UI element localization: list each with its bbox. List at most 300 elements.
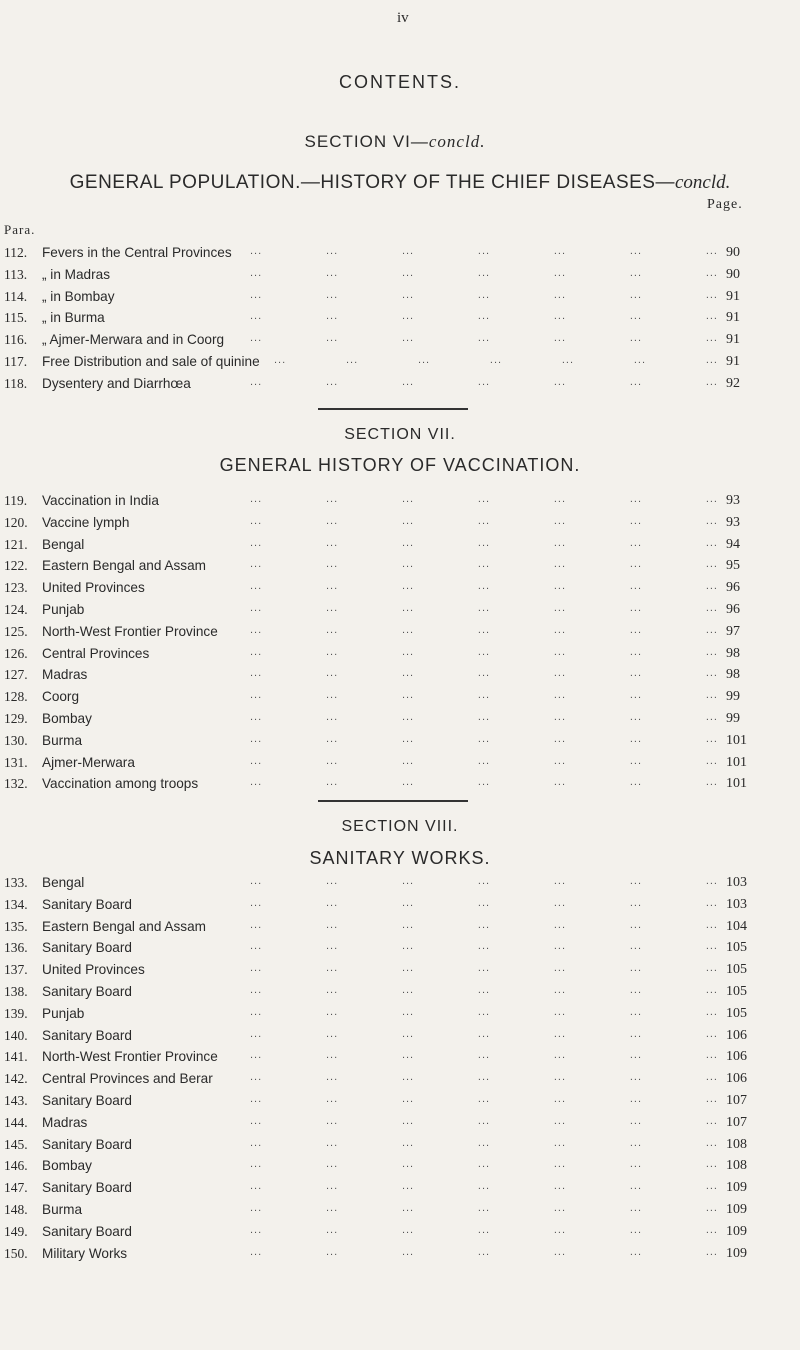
leader-dots: ... bbox=[325, 962, 339, 975]
leader-dots: ... bbox=[250, 645, 263, 658]
leader-dots: ... bbox=[477, 332, 491, 345]
leader-dots: ... bbox=[705, 776, 718, 789]
leader-dots: ... bbox=[553, 332, 567, 345]
entry-title: Eastern Bengal and Assam bbox=[42, 558, 206, 574]
leader-dots: ... bbox=[477, 601, 491, 614]
general-population-concld: concld. bbox=[674, 172, 731, 193]
page-ref: 103 bbox=[726, 875, 747, 890]
leader-dots: ... bbox=[250, 667, 263, 680]
leader-dots: ... bbox=[705, 1180, 718, 1193]
leader-dots: ... bbox=[629, 962, 643, 975]
leader-dots: ... bbox=[705, 1049, 718, 1062]
leader-dots: ... bbox=[325, 710, 339, 723]
dot-leader bbox=[250, 376, 718, 388]
leader-dots: ... bbox=[477, 1201, 491, 1214]
leader-dots: ... bbox=[401, 710, 415, 723]
para-number: 140. bbox=[4, 1027, 28, 1043]
leader-dots: ... bbox=[325, 1158, 339, 1171]
leader-dots: ... bbox=[553, 732, 567, 745]
leader-dots: ... bbox=[705, 1027, 718, 1040]
leader-dots: ... bbox=[401, 645, 415, 658]
leader-dots: ... bbox=[629, 493, 643, 505]
toc-entry bbox=[0, 310, 800, 332]
para-number: 120. bbox=[4, 514, 28, 530]
entry-title: Bombay bbox=[42, 1158, 92, 1174]
leader-dots: ... bbox=[553, 875, 567, 887]
page-ref: 105 bbox=[726, 940, 747, 956]
leader-dots: ... bbox=[401, 1027, 415, 1040]
leader-dots: ... bbox=[401, 1136, 415, 1149]
para-number: 137. bbox=[4, 962, 28, 978]
leader-dots: ... bbox=[325, 375, 339, 388]
leader-dots: ... bbox=[250, 493, 263, 505]
leader-dots: ... bbox=[553, 667, 567, 680]
leader-dots: ... bbox=[250, 266, 263, 279]
leader-dots: ... bbox=[629, 580, 643, 593]
leader-dots: ... bbox=[325, 940, 339, 953]
page-ref: 91 bbox=[726, 288, 740, 304]
leader-dots: ... bbox=[477, 1027, 491, 1040]
toc-entry bbox=[0, 493, 800, 515]
entry-title: Punjab bbox=[42, 1005, 85, 1021]
section-viii-title: SANITARY WORKS. bbox=[309, 848, 491, 868]
toc-entry bbox=[0, 1028, 800, 1050]
para-number: 135. bbox=[4, 918, 28, 934]
leader-dots: ... bbox=[401, 493, 415, 505]
leader-dots: ... bbox=[477, 1092, 491, 1105]
leader-dots: ... bbox=[325, 645, 339, 658]
leader-dots: ... bbox=[705, 1136, 718, 1149]
toc-entry bbox=[0, 1224, 800, 1246]
entry-title: United Provinces bbox=[42, 580, 145, 596]
leader-dots: ... bbox=[553, 710, 567, 723]
page-ref: 109 bbox=[726, 1245, 747, 1261]
toc-entry bbox=[0, 332, 800, 354]
leader-dots: ... bbox=[553, 514, 567, 527]
leader-dots: ... bbox=[553, 1201, 567, 1214]
toc-entry bbox=[0, 897, 800, 919]
dot-leader bbox=[250, 1246, 718, 1258]
leader-dots: ... bbox=[629, 266, 643, 279]
leader-dots: ... bbox=[325, 1027, 339, 1040]
leader-dots: ... bbox=[325, 1201, 339, 1214]
page-column-header: Page. bbox=[707, 197, 743, 212]
leader-dots: ... bbox=[325, 493, 339, 505]
leader-dots: ... bbox=[629, 875, 643, 887]
leader-dots: ... bbox=[250, 245, 263, 257]
page-ref: 95 bbox=[726, 558, 740, 574]
dot-leader bbox=[250, 776, 718, 788]
leader-dots: ... bbox=[553, 754, 567, 767]
leader-dots: ... bbox=[325, 623, 339, 636]
entry-title: Bengal bbox=[42, 875, 85, 890]
dot-leader bbox=[250, 1180, 718, 1192]
toc-entry bbox=[0, 580, 800, 602]
leader-dots: ... bbox=[705, 580, 718, 593]
leader-dots: ... bbox=[250, 1223, 263, 1236]
leader-dots: ... bbox=[629, 623, 643, 636]
leader-dots: ... bbox=[401, 375, 415, 388]
leader-dots: ... bbox=[705, 310, 718, 323]
leader-dots: ... bbox=[705, 1071, 718, 1084]
leader-dots: ... bbox=[250, 983, 263, 996]
leader-dots: ... bbox=[477, 1223, 491, 1236]
dot-leader bbox=[250, 1006, 718, 1018]
page-ref: 93 bbox=[726, 514, 740, 530]
leader-dots: ... bbox=[553, 983, 567, 996]
page-ref: 106 bbox=[726, 1071, 747, 1087]
leader-dots: ... bbox=[629, 1071, 643, 1084]
leader-dots: ... bbox=[325, 1114, 339, 1127]
leader-dots: ... bbox=[250, 962, 263, 975]
leader-dots: ... bbox=[250, 580, 263, 593]
para-number: 119. bbox=[4, 493, 28, 508]
dot-leader bbox=[250, 1028, 718, 1040]
section-vi-heading bbox=[0, 132, 790, 152]
entry-title: Free Distribution and sale of quinine bbox=[42, 353, 260, 369]
leader-dots: ... bbox=[325, 514, 339, 527]
para-number: 144. bbox=[4, 1114, 28, 1130]
entry-title: Vaccination in India bbox=[42, 493, 159, 508]
leader-dots: ... bbox=[250, 1201, 263, 1214]
leader-dots: ... bbox=[705, 1158, 718, 1171]
toc-entry bbox=[0, 755, 800, 777]
leader-dots: ... bbox=[561, 353, 575, 366]
page-ref: 109 bbox=[726, 1223, 747, 1239]
leader-dots: ... bbox=[477, 580, 491, 593]
page-ref: 98 bbox=[726, 667, 740, 683]
toc-entry bbox=[0, 624, 800, 646]
para-number: 117. bbox=[4, 353, 28, 369]
toc-entry bbox=[0, 1158, 800, 1180]
leader-dots: ... bbox=[705, 689, 718, 702]
leader-dots: ... bbox=[250, 918, 263, 931]
leader-dots: ... bbox=[629, 514, 643, 527]
leader-dots: ... bbox=[553, 896, 567, 909]
leader-dots: ... bbox=[401, 623, 415, 636]
entry-title: Madras bbox=[42, 1114, 88, 1130]
entry-title: Central Provinces bbox=[42, 645, 150, 661]
leader-dots: ... bbox=[553, 266, 567, 279]
leader-dots: ... bbox=[325, 580, 339, 593]
entry-title: „ Ajmer-Merwara and in Coorg bbox=[42, 332, 225, 348]
leader-dots: ... bbox=[705, 353, 718, 366]
toc-entry bbox=[0, 1093, 800, 1115]
leader-dots: ... bbox=[629, 732, 643, 745]
leader-dots: ... bbox=[477, 918, 491, 931]
leader-dots: ... bbox=[477, 558, 491, 571]
leader-dots: ... bbox=[325, 689, 339, 702]
leader-dots: ... bbox=[401, 940, 415, 953]
leader-dots: ... bbox=[250, 375, 263, 388]
leader-dots: ... bbox=[633, 353, 647, 366]
leader-dots: ... bbox=[489, 353, 503, 366]
entry-title: Madras bbox=[42, 667, 88, 683]
leader-dots: ... bbox=[553, 645, 567, 658]
dot-leader bbox=[250, 289, 718, 301]
entry-title: Burma bbox=[42, 1201, 83, 1217]
toc-entry bbox=[0, 537, 800, 559]
leader-dots: ... bbox=[477, 245, 491, 257]
page-ref: 92 bbox=[726, 375, 740, 391]
entry-title: Sanitary Board bbox=[42, 940, 132, 956]
toc-entry bbox=[0, 875, 800, 897]
leader-dots: ... bbox=[401, 983, 415, 996]
para-number: 123. bbox=[4, 580, 28, 596]
leader-dots: ... bbox=[629, 1027, 643, 1040]
leader-dots: ... bbox=[553, 1114, 567, 1127]
dot-leader bbox=[250, 1202, 718, 1214]
leader-dots: ... bbox=[629, 310, 643, 323]
leader-dots: ... bbox=[553, 1158, 567, 1171]
page-ref: 107 bbox=[726, 1092, 747, 1108]
leader-dots: ... bbox=[250, 1114, 263, 1127]
page-ref: 101 bbox=[726, 754, 747, 770]
entry-title: North-West Frontier Province bbox=[42, 623, 218, 639]
toc-entry bbox=[0, 289, 800, 311]
page-ref: 108 bbox=[726, 1158, 747, 1174]
leader-dots: ... bbox=[629, 601, 643, 614]
para-number: 149. bbox=[4, 1223, 28, 1239]
leader-dots: ... bbox=[401, 776, 415, 789]
dot-leader bbox=[250, 624, 718, 636]
leader-dots: ... bbox=[553, 245, 567, 257]
leader-dots: ... bbox=[477, 962, 491, 975]
para-number: 124. bbox=[4, 601, 28, 617]
dot-leader bbox=[250, 515, 718, 527]
leader-dots: ... bbox=[250, 710, 263, 723]
page-ref: 90 bbox=[726, 266, 740, 282]
leader-dots: ... bbox=[629, 1245, 643, 1258]
leader-dots: ... bbox=[250, 1049, 263, 1062]
leader-dots: ... bbox=[401, 580, 415, 593]
page-ref: 96 bbox=[726, 601, 740, 617]
leader-dots: ... bbox=[250, 754, 263, 767]
leader-dots: ... bbox=[629, 1223, 643, 1236]
dot-leader bbox=[250, 332, 718, 344]
leader-dots: ... bbox=[477, 940, 491, 953]
dot-leader bbox=[250, 1115, 718, 1127]
leader-dots: ... bbox=[477, 776, 491, 789]
page-ref: 101 bbox=[726, 776, 747, 792]
para-number: 128. bbox=[4, 689, 28, 705]
section-vi-concld: concld. bbox=[428, 132, 486, 151]
para-number: 142. bbox=[4, 1071, 28, 1087]
leader-dots: ... bbox=[250, 1136, 263, 1149]
leader-dots: ... bbox=[274, 353, 287, 366]
leader-dots: ... bbox=[629, 667, 643, 680]
leader-dots: ... bbox=[250, 896, 263, 909]
dot-leader bbox=[250, 245, 718, 257]
leader-dots: ... bbox=[250, 310, 263, 323]
dot-leader bbox=[250, 984, 718, 996]
toc-entry bbox=[0, 919, 800, 941]
leader-dots: ... bbox=[629, 983, 643, 996]
entry-title: Bombay bbox=[42, 710, 92, 726]
toc-entry bbox=[0, 245, 800, 267]
leader-dots: ... bbox=[705, 601, 718, 614]
leader-dots: ... bbox=[705, 1114, 718, 1127]
entry-title: Sanitary Board bbox=[42, 1136, 132, 1152]
page-ref: 98 bbox=[726, 645, 740, 661]
dot-leader bbox=[250, 897, 718, 909]
para-number: 116. bbox=[4, 332, 28, 348]
toc-entry bbox=[0, 1006, 800, 1028]
leader-dots: ... bbox=[629, 558, 643, 571]
leader-dots: ... bbox=[325, 310, 339, 323]
para-number: 133. bbox=[4, 875, 28, 890]
entry-title: Ajmer-Merwara bbox=[42, 754, 135, 770]
leader-dots: ... bbox=[401, 689, 415, 702]
leader-dots: ... bbox=[477, 689, 491, 702]
dot-leader bbox=[250, 646, 718, 658]
leader-dots: ... bbox=[325, 332, 339, 345]
entry-title: Bengal bbox=[42, 536, 85, 552]
leader-dots: ... bbox=[477, 875, 491, 887]
dot-leader bbox=[250, 755, 718, 767]
toc-group-vaccination bbox=[0, 493, 800, 798]
para-number: 121. bbox=[4, 536, 28, 552]
leader-dots: ... bbox=[705, 1201, 718, 1214]
leader-dots: ... bbox=[325, 536, 339, 549]
entry-title: Fevers in the Central Provinces bbox=[42, 245, 232, 260]
dot-leader bbox=[250, 310, 718, 322]
para-number: 145. bbox=[4, 1136, 28, 1152]
leader-dots: ... bbox=[629, 332, 643, 345]
leader-dots: ... bbox=[250, 1071, 263, 1084]
leader-dots: ... bbox=[325, 245, 339, 257]
para-number: 127. bbox=[4, 667, 28, 683]
entry-title: Military Works bbox=[42, 1245, 128, 1261]
entry-title: Sanitary Board bbox=[42, 1027, 132, 1043]
entry-title: United Provinces bbox=[42, 962, 145, 978]
leader-dots: ... bbox=[705, 266, 718, 279]
leader-dots: ... bbox=[705, 754, 718, 767]
page-ref: 105 bbox=[726, 962, 747, 978]
toc-entry bbox=[0, 1137, 800, 1159]
leader-dots: ... bbox=[477, 1245, 491, 1258]
page-ref: 99 bbox=[726, 710, 740, 726]
leader-dots: ... bbox=[629, 1158, 643, 1171]
page-ref: 106 bbox=[726, 1027, 747, 1043]
page-ref: 99 bbox=[726, 689, 740, 705]
leader-dots: ... bbox=[629, 940, 643, 953]
leader-dots: ... bbox=[250, 1180, 263, 1193]
entry-title: Dysentery and Diarrhœa bbox=[42, 375, 191, 391]
para-number: 141. bbox=[4, 1049, 28, 1065]
leader-dots: ... bbox=[345, 353, 359, 366]
leader-dots: ... bbox=[553, 1027, 567, 1040]
leader-dots: ... bbox=[401, 896, 415, 909]
para-number: 113. bbox=[4, 266, 28, 282]
dot-leader bbox=[250, 1093, 718, 1105]
leader-dots: ... bbox=[401, 558, 415, 571]
contents-heading: CONTENTS. bbox=[338, 72, 461, 92]
para-number: 132. bbox=[4, 776, 28, 792]
leader-dots: ... bbox=[401, 918, 415, 931]
leader-dots: ... bbox=[477, 1158, 491, 1171]
leader-dots: ... bbox=[629, 918, 643, 931]
entry-title: North-West Frontier Province bbox=[42, 1049, 218, 1065]
leader-dots: ... bbox=[250, 732, 263, 745]
leader-dots: ... bbox=[629, 1136, 643, 1149]
page-ref: 93 bbox=[726, 493, 740, 508]
dot-leader bbox=[250, 493, 718, 505]
leader-dots: ... bbox=[553, 310, 567, 323]
leader-dots: ... bbox=[477, 645, 491, 658]
para-number: 147. bbox=[4, 1180, 28, 1196]
para-number: 134. bbox=[4, 896, 28, 912]
para-number: 143. bbox=[4, 1092, 28, 1108]
entry-title: „ in Madras bbox=[42, 266, 110, 282]
leader-dots: ... bbox=[250, 332, 263, 345]
toc-entry bbox=[0, 376, 800, 398]
leader-dots: ... bbox=[705, 918, 718, 931]
leader-dots: ... bbox=[325, 896, 339, 909]
leader-dots: ... bbox=[250, 1245, 263, 1258]
toc-group-sanitary-works bbox=[0, 875, 800, 1267]
section-vii-title: GENERAL HISTORY OF VACCINATION. bbox=[219, 455, 581, 475]
leader-dots: ... bbox=[325, 754, 339, 767]
leader-dots: ... bbox=[325, 875, 339, 887]
leader-dots: ... bbox=[401, 1180, 415, 1193]
leader-dots: ... bbox=[325, 266, 339, 279]
leader-dots: ... bbox=[705, 710, 718, 723]
entry-title: Eastern Bengal and Assam bbox=[42, 918, 206, 934]
leader-dots: ... bbox=[477, 1136, 491, 1149]
leader-dots: ... bbox=[477, 623, 491, 636]
leader-dots: ... bbox=[477, 754, 491, 767]
para-number: 125. bbox=[4, 623, 28, 639]
entry-title: Sanitary Board bbox=[42, 896, 132, 912]
leader-dots: ... bbox=[401, 514, 415, 527]
general-population-label: GENERAL POPULATION.—HISTORY OF THE CHIEF DISEASES— bbox=[69, 172, 675, 193]
dot-leader bbox=[250, 1049, 718, 1061]
toc-entry bbox=[0, 984, 800, 1006]
leader-dots: ... bbox=[553, 580, 567, 593]
leader-dots: ... bbox=[250, 601, 263, 614]
page-ref: 109 bbox=[726, 1180, 747, 1196]
para-number: 112. bbox=[4, 245, 28, 260]
toc-entry bbox=[0, 711, 800, 733]
toc-entry bbox=[0, 1202, 800, 1224]
leader-dots: ... bbox=[250, 1005, 263, 1018]
leader-dots: ... bbox=[705, 288, 718, 301]
leader-dots: ... bbox=[629, 689, 643, 702]
leader-dots: ... bbox=[325, 1223, 339, 1236]
leader-dots: ... bbox=[477, 983, 491, 996]
leader-dots: ... bbox=[250, 536, 263, 549]
leader-dots: ... bbox=[705, 875, 718, 887]
para-number: 114. bbox=[4, 288, 28, 304]
leader-dots: ... bbox=[401, 1049, 415, 1062]
leader-dots: ... bbox=[401, 536, 415, 549]
leader-dots: ... bbox=[705, 332, 718, 345]
page-ref: 91 bbox=[726, 310, 740, 326]
page-ref: 105 bbox=[726, 1005, 747, 1021]
leader-dots: ... bbox=[705, 645, 718, 658]
leader-dots: ... bbox=[629, 1114, 643, 1127]
leader-dots: ... bbox=[705, 940, 718, 953]
leader-dots: ... bbox=[553, 536, 567, 549]
leader-dots: ... bbox=[401, 732, 415, 745]
para-number: 122. bbox=[4, 558, 28, 574]
leader-dots: ... bbox=[553, 493, 567, 505]
leader-dots: ... bbox=[401, 875, 415, 887]
para-column-header: Para. bbox=[4, 222, 36, 237]
dot-leader bbox=[250, 558, 718, 570]
leader-dots: ... bbox=[325, 667, 339, 680]
